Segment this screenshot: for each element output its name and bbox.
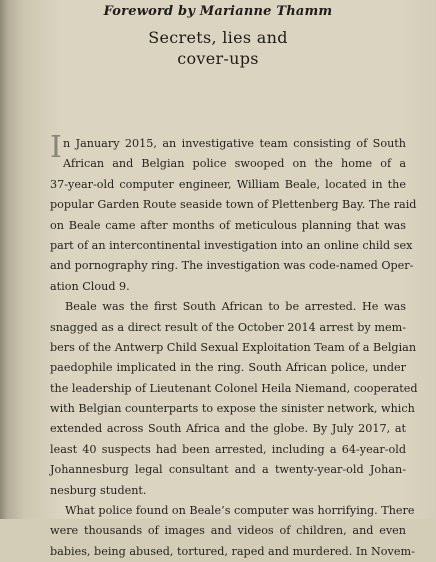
text-line: nesburg student.	[50, 483, 147, 497]
body-text	[50, 134, 418, 562]
text-line: the leadership of Lieutenant Colonel Heila Niemand, cooperated	[50, 381, 418, 395]
text-line: and pornography ring. The investigation was code-named Oper-	[50, 259, 414, 273]
chapter-title-line-1: Secrets, lies and	[148, 28, 288, 47]
text-line: n January 2015, an investigative team consisting of South	[63, 137, 406, 150]
text-line: Johannesburg legal consultant and a twenty-year-old Johan-	[50, 463, 406, 477]
text-line: popular Garden Route seaside town of Plettenberg Bay. The raid	[50, 198, 417, 212]
text-line: were thousands of images and videos of children, and even	[50, 524, 406, 538]
text-line: snagged as a direct result of the October 2014 arrest by mem-	[50, 320, 406, 334]
chapter-title-line-2: cover-ups	[177, 49, 259, 68]
text-line: on Beale came after months of meticulous planning that was	[50, 218, 406, 232]
text-line: part of an intercontinental investigation into an online child sex	[50, 238, 413, 252]
text-line: African and Belgian police swooped on the home of a	[63, 157, 406, 171]
text-line: extended across South Africa and the globe. By July 2017, at	[50, 422, 406, 436]
text-line: bers of the Antwerp Child Sexual Exploitation Team of a Belgian	[50, 340, 417, 354]
drop-cap: I	[50, 130, 62, 165]
text-line: ation Cloud 9.	[50, 279, 130, 293]
chapter-title	[0, 27, 436, 69]
text-line: Beale was the first South African to be arrested. He was	[65, 300, 406, 314]
text-line: 37-year-old computer engineer, William Beale, located in the	[50, 177, 406, 191]
text-line: babies, being abused, tortured, raped and murdered. In Novem-	[50, 544, 415, 558]
text-line: least 40 suspects had been arrested, including a 64-year-old	[50, 442, 406, 456]
text-line: What police found on Beale’s computer was horrifying. There	[65, 504, 415, 518]
text-line: with Belgian counterparts to expose the sinister network, which	[50, 402, 415, 416]
foreword-byline: Foreword by Marianne Thamm	[103, 4, 333, 19]
text-line: paedophile implicated in the ring. South African police, under	[50, 361, 406, 375]
